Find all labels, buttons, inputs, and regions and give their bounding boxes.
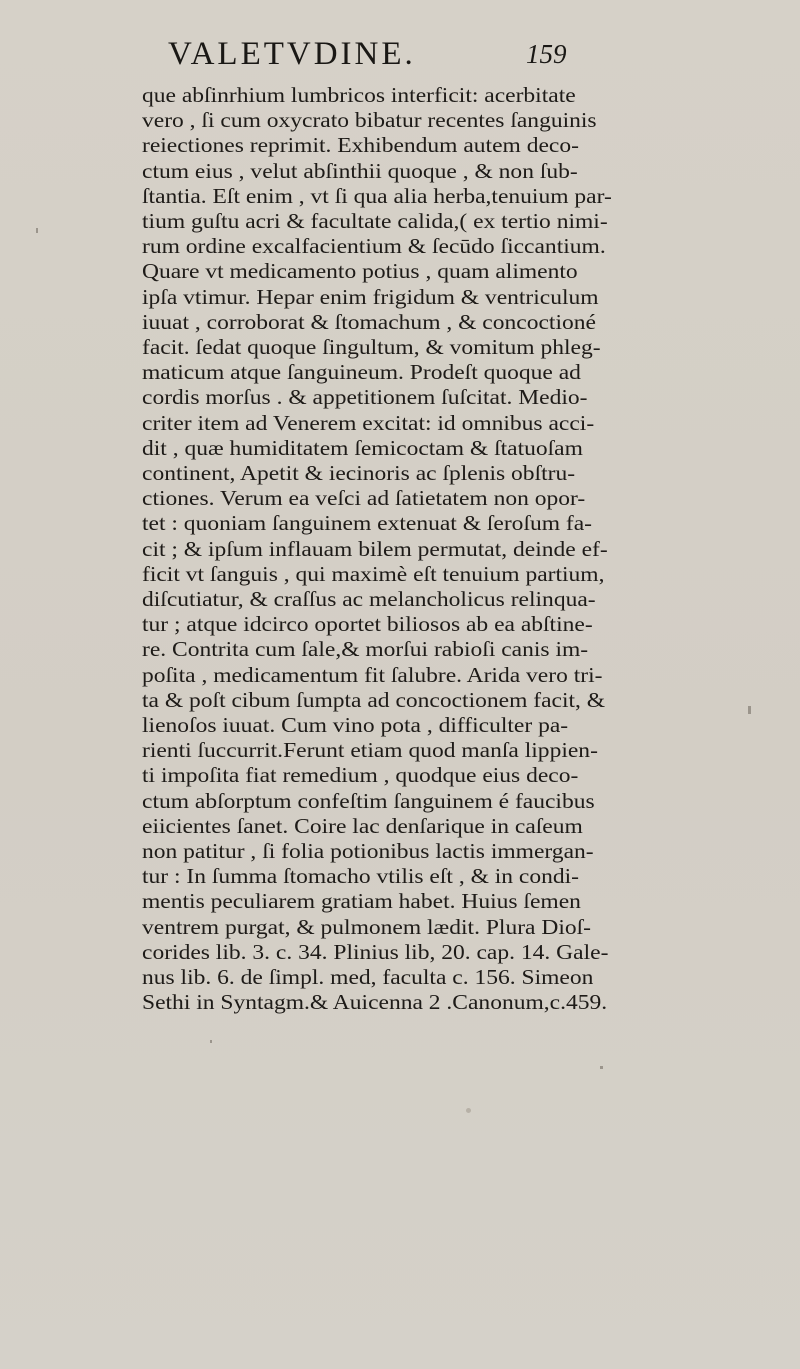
text-line: cit ; & ipſum inflauam bilem permutat, deinde ef- xyxy=(142,536,608,561)
text-line: ſtantia. Eſt enim , vt ſi qua alia herba,tenuium par- xyxy=(142,183,612,208)
text-line: diſcutiatur, & craſſus ac melancholicus relinqua- xyxy=(142,587,596,611)
text-line: nus lib. 6. de ſimpl. med, faculta c. 156. Simeon xyxy=(142,965,594,989)
ink-speck xyxy=(600,1066,603,1069)
text-line: eiicientes ſanet. Coire lac denſarique in caſeum xyxy=(142,813,583,838)
text-line: continent, Apetit & iecinoris ac ſplenis obſtru- xyxy=(142,461,576,485)
text-line: mentis peculiarem gratiam habet. Huius ſemen xyxy=(142,889,581,914)
text-line: ficit vt ſanguis , qui maximè eſt tenuium partium, xyxy=(142,561,605,586)
text-line: reiectiones reprimit. Exhibendum autem deco- xyxy=(142,133,579,158)
ink-speck xyxy=(466,1108,471,1113)
text-line: cordis morſus . & appetitionem ſuſcitat. Medio- xyxy=(142,385,588,410)
text-line: rum ordine excalfacientium & ſecūdo ſiccantium. xyxy=(142,234,606,259)
ink-speck xyxy=(210,1040,212,1043)
text-line: lienoſos iuuat. Cum vino pota , difficulter pa- xyxy=(142,713,569,737)
text-line: ctum eius , velut abſinthii quoque , & non ſub- xyxy=(142,158,578,183)
text-line: Sethi in Syntagm.& Auicenna 2 .Canonum,c.459. xyxy=(142,990,608,1015)
text-line: ipſa vtimur. Hepar enim frigidum & ventriculum xyxy=(142,284,599,309)
text-line: maticum atque ſanguineum. Prodeſt quoque ad xyxy=(142,360,581,385)
text-line: tur : In ſumma ſtomacho vtilis eſt , & in condi- xyxy=(142,864,580,889)
text-line: rienti ſuccurrit.Ferunt etiam quod manſa lippien- xyxy=(142,738,598,763)
text-line: criter item ad Venerem excitat: id omnibus acci- xyxy=(142,410,595,435)
text-line: ta & poſt cibum ſumpta ad concoctionem facit, & xyxy=(142,687,606,712)
text-line: tium guſtu acri & facultate calida,( ex tertio nimi- xyxy=(142,209,608,233)
text-line: ctum abſorptum confeſtim ſanguinem é faucibus xyxy=(142,788,595,813)
text-line: facit. ſedat quoque ſingultum, & vomitum phleg- xyxy=(142,335,601,359)
page-header xyxy=(0,36,800,80)
text-line: vero , ſi cum oxycrato bibatur recentes ſanguinis xyxy=(142,108,597,133)
text-line: ventrem purgat, & pulmonem lædit. Plura Dioſ- xyxy=(142,914,592,939)
page-number: 159 xyxy=(526,39,567,69)
text-line: que abſinrhium lumbricos interficit: acerbitate xyxy=(142,83,576,107)
text-line: non patitur , ſi folia potionibus lactis immergan- xyxy=(142,839,594,863)
text-line: iuuat , corroborat & ſtomachum , & concoctioné xyxy=(142,309,596,334)
running-head: VALETVDINE. xyxy=(168,36,416,72)
text-line: Quare vt medicamento potius , quam alimento xyxy=(142,259,578,284)
text-line: ctiones. Verum ea veſci ad ſatietatem non opor- xyxy=(142,486,586,511)
text-line: poſita , medicamentum fit ſalubre. Arida vero tri- xyxy=(142,662,603,687)
text-line: dit , quæ humiditatem ſemicoctam & ſtatuoſam xyxy=(142,435,583,460)
text-line: tur ; atque idcirco oportet biliosos ab ea abſtine- xyxy=(142,612,593,637)
text-line: corides lib. 3. c. 34. Plinius lib, 20. cap. 14. Gale- xyxy=(142,939,609,964)
text-line: tet : quoniam ſanguinem extenuat & ſeroſum fa- xyxy=(142,511,593,536)
text-line: ti impoſita fiat remedium , quodque eius deco- xyxy=(142,763,579,788)
ink-speck xyxy=(748,706,751,714)
ink-speck xyxy=(36,228,38,233)
text-line: re. Contrita cum ſale,& morſui rabioſi canis im- xyxy=(142,637,589,662)
